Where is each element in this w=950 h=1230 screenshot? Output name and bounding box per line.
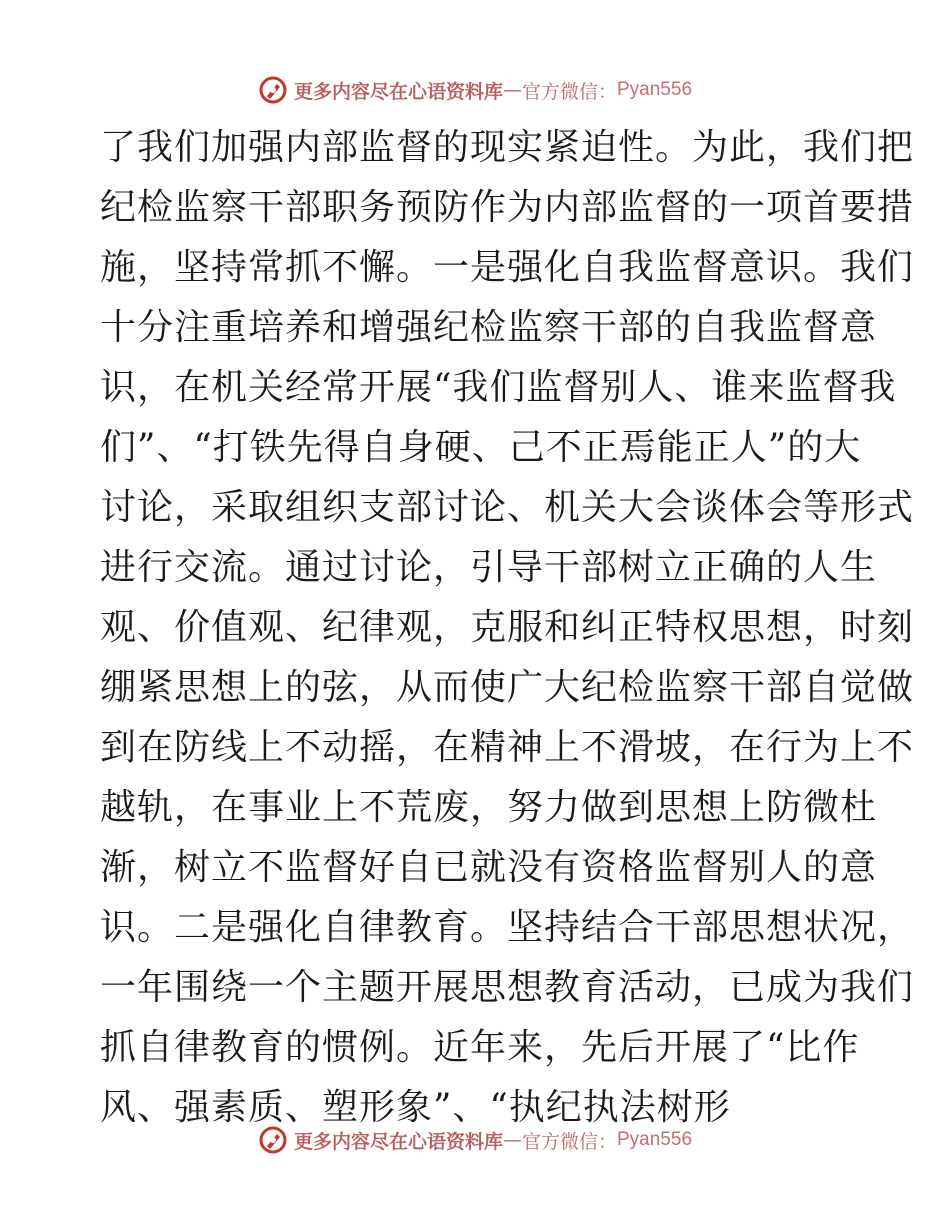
body-line: 绷紧思想上的弦，从而使广大纪检监察干部自觉做: [100, 667, 915, 708]
body-line: 风、强素质、塑形象”、“执纪执法树形: [100, 1087, 731, 1128]
body-line: 纪检监察干部职务预防作为内部监督的一项首要措: [100, 187, 915, 228]
banner-wechat-label: 官方微信：: [521, 1130, 617, 1153]
body-line: 越轨，在事业上不荒废，努力做到思想上防微杜: [100, 787, 878, 828]
banner-site-name: 更多内容尽在心语资料库: [293, 1130, 503, 1153]
banner-site-name: 更多内容尽在心语资料库: [293, 80, 503, 103]
banner-separator: —: [502, 79, 522, 101]
pen-nib-logo-icon: [258, 1125, 288, 1155]
body-line: 施，坚持常抓不懈。一是强化自我监督意识。我们: [100, 247, 915, 288]
banner-separator: —: [502, 1129, 522, 1151]
body-line: 一年围绕一个主题开展思想教育活动，已成为我们: [100, 967, 915, 1008]
body-line: 识，在机关经常开展“我们监督别人、谁来监督我: [100, 367, 897, 408]
header-banner: [0, 70, 950, 110]
banner-wechat-id: Pyan556: [617, 1129, 693, 1150]
body-line: 十分注重培养和增强纪检监察干部的自我监督意: [100, 307, 878, 348]
banner-wechat-label: 官方微信：: [521, 80, 617, 103]
pen-nib-logo-icon: [258, 75, 288, 105]
body-line: 进行交流。通过讨论，引导干部树立正确的人生: [100, 547, 878, 588]
footer-banner: [0, 1120, 950, 1160]
body-line: 了我们加强内部监督的现实紧迫性。为此，我们把: [100, 127, 915, 168]
body-paragraph: [100, 118, 915, 1138]
body-line: 识。二是强化自律教育。坚持结合干部思想状况，: [100, 907, 915, 948]
body-line: 抓自律教育的惯例。近年来，先后开展了“比作: [100, 1027, 860, 1068]
banner-wechat-id: Pyan556: [617, 79, 693, 100]
body-line: 讨论，采取组织支部讨论、机关大会谈体会等形式: [100, 487, 915, 528]
body-line: 到在防线上不动摇，在精神上不滑坡，在行为上不: [100, 727, 915, 768]
body-line: 观、价值观、纪律观，克服和纠正特权思想，时刻: [100, 607, 915, 648]
body-line: 渐，树立不监督好自已就没有资格监督别人的意: [100, 847, 878, 888]
body-line: 们”、“打铁先得自身硬、己不正焉能正人”的大: [100, 427, 862, 468]
